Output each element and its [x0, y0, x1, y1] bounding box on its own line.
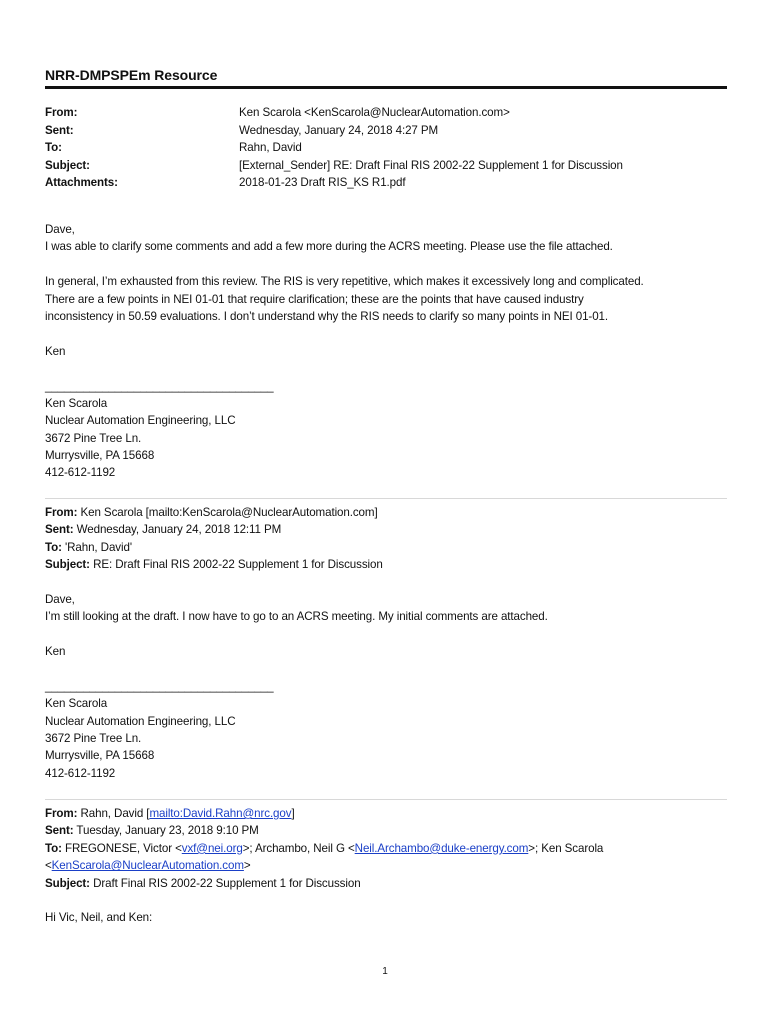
msg3-subject-row	[45, 875, 727, 892]
page-number: 1	[382, 966, 388, 977]
msg3-sent-row	[45, 822, 727, 839]
greeting: Hi Vic, Neil, and Ken:	[45, 911, 153, 925]
to-label: To:	[45, 141, 62, 155]
to-email-link[interactable]: Neil.Archambo@duke-energy.com	[354, 841, 529, 855]
paragraph-line: inconsistency in 50.59 evaluations. I don’t understand why the RIS needs to clarify so many points in NEI 01-01.	[45, 309, 609, 323]
message-1-body	[45, 221, 727, 482]
to-value: 'Rahn, David'	[65, 540, 132, 554]
signature-city: Murrysville, PA 15668	[45, 749, 155, 763]
title-rule	[45, 86, 727, 89]
paragraph: I was able to clarify some comments and add a few more during the ACRS meeting. Please use the file attached.	[45, 240, 613, 254]
to-value: Rahn, David	[239, 141, 302, 155]
message-2	[45, 504, 727, 782]
signature-street: 3672 Pine Tree Ln.	[45, 431, 142, 445]
resource-title: NRR-DMPSPEm Resource	[45, 67, 218, 83]
paragraph-line: In general, I’m exhausted from this review. The RIS is very repetitive, which makes it excessively long and complicated.	[45, 275, 644, 289]
to-email-link[interactable]: KenScarola@NuclearAutomation.com	[51, 859, 244, 873]
subject-value: Draft Final RIS 2002-22 Supplement 1 for Discussion	[93, 876, 361, 890]
signoff: Ken	[45, 645, 66, 659]
header-sent-row	[45, 122, 727, 140]
subject-label: Subject:	[45, 158, 90, 172]
signature-phone: 412-612-1192	[45, 766, 116, 780]
message-3	[45, 805, 727, 927]
greeting: Dave,	[45, 592, 75, 606]
msg2-to-row	[45, 539, 727, 556]
signature-company: Nuclear Automation Engineering, LLC	[45, 414, 236, 428]
from-email-link[interactable]: mailto:David.Rahn@nrc.gov	[149, 807, 292, 820]
header-from-row	[45, 104, 727, 122]
subject-label: Subject:	[45, 558, 90, 572]
msg2-subject-row	[45, 556, 727, 573]
to-email-link[interactable]: vxf@nei.org	[181, 841, 243, 855]
paragraph: I’m still looking at the draft. I now have to go to an ACRS meeting. My initial comments are attached.	[45, 610, 548, 624]
greeting: Dave,	[45, 223, 75, 236]
signature-city: Murrysville, PA 15668	[45, 449, 155, 463]
sent-value: Tuesday, January 23, 2018 9:10 PM	[76, 824, 259, 838]
to-label: To:	[45, 841, 62, 855]
msg3-from-row: From: Rahn, David [mailto:David.Rahn@nrc.gov]	[45, 807, 295, 820]
from-label: From:	[45, 506, 78, 519]
header-to-row	[45, 139, 727, 157]
sent-label: Sent:	[45, 824, 74, 838]
header-attachments-row	[45, 174, 727, 192]
msg2-from-row	[45, 504, 727, 521]
from-label: From:	[45, 106, 78, 119]
message-separator	[45, 799, 727, 800]
subject-value: [External_Sender] RE: Draft Final RIS 2002-22 Supplement 1 for Discussion	[239, 158, 623, 172]
attachments-label: Attachments:	[45, 176, 118, 190]
signature-street: 3672 Pine Tree Ln.	[45, 732, 142, 746]
signature-rule: ____________________________________	[45, 379, 274, 393]
sent-value: Wednesday, January 24, 2018 4:27 PM	[239, 123, 439, 137]
message-separator	[45, 498, 727, 499]
subject-label: Subject:	[45, 876, 90, 890]
sent-label: Sent:	[45, 523, 74, 537]
to-label: To:	[45, 540, 62, 554]
header-subject-row	[45, 157, 727, 175]
msg3-to-row-continued: <KenScarola@NuclearAutomation.com>	[45, 859, 251, 873]
paragraph-line: There are a few points in NEI 01-01 that require clarification; these are the points that have caused industry	[45, 292, 584, 306]
from-value: Ken Scarola <KenScarola@NuclearAutomation.com>	[239, 106, 510, 119]
signature-company: Nuclear Automation Engineering, LLC	[45, 714, 236, 728]
signoff: Ken	[45, 344, 66, 358]
from-label: From:	[45, 807, 78, 820]
from-value: Ken Scarola [mailto:KenScarola@NuclearAutomation.com]	[80, 506, 378, 519]
msg3-to-row: To: FREGONESE, Victor <vxf@nei.org>; Archambo, Neil G <Neil.Archambo@duke-energy.com>; Ken Scarola	[45, 841, 604, 855]
from-name: Rahn, David [	[80, 807, 150, 820]
signature-name: Ken Scarola	[45, 697, 108, 711]
sent-value: Wednesday, January 24, 2018 12:11 PM	[76, 523, 282, 537]
msg2-sent-row	[45, 521, 727, 538]
signature-phone: 412-612-1192	[45, 466, 116, 480]
email-header	[45, 104, 727, 192]
sent-label: Sent:	[45, 123, 74, 137]
attachment-file[interactable]: 2018-01-23 Draft RIS_KS R1.pdf	[239, 176, 406, 190]
signature-rule: ____________________________________	[45, 679, 274, 693]
subject-value: RE: Draft Final RIS 2002-22 Supplement 1 for Discussion	[93, 558, 383, 572]
signature-name: Ken Scarola	[45, 396, 108, 410]
